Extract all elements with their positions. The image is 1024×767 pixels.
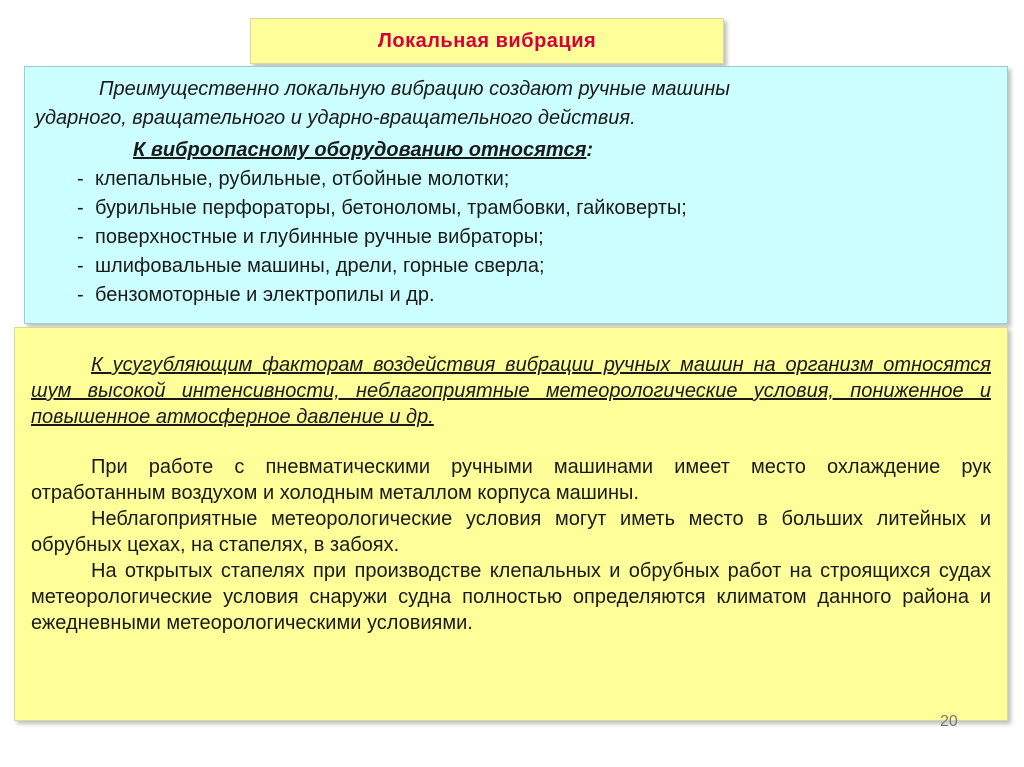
list-item	[77, 165, 687, 194]
list-item	[77, 281, 687, 310]
list-item-text: поверхностные и глубинные ручные вибраторы;	[95, 226, 544, 248]
title-banner	[250, 18, 724, 64]
list-item	[77, 223, 687, 252]
equipment-heading	[133, 136, 593, 165]
list-item	[77, 194, 687, 223]
list-marker: -	[77, 284, 84, 306]
list-item-text: клепальные, рубильные, отбойные молотки;	[95, 168, 510, 190]
body-paragraph-cooling: При работе с пневматическими ручными машинами имеет место охлаждение рук отработанным воздухом и холодным металлом корпуса машины.	[31, 456, 991, 504]
list-marker: -	[77, 226, 84, 248]
body-paragraph-slipways: На открытых стапелях при производстве клепальных и обрубных работ на строящихся судах метеорологические условия снаружи судна полностью определяются климатом данного района и ежедневными метеорологическими условиями.	[31, 560, 991, 634]
intro-line-2: ударного, вращательного и ударно-вращательного действия.	[35, 107, 636, 129]
slide-title: Локальная вибрация	[377, 29, 597, 52]
factors-paragraph: К усугубляющим факторам воздействия вибрации ручных машин на организм относятся шум высокой интенсивности, неблагоприятные метеорологические условия, пониженное и повышенное атмосферное давление и др.	[31, 354, 991, 428]
list-item-text: шлифовальные машины, дрели, горные сверла;	[95, 255, 545, 277]
slide-number: 20	[940, 713, 958, 730]
list-item-text: бензомоторные и электропилы и др.	[95, 284, 435, 306]
list-marker: -	[77, 168, 84, 190]
factors-panel	[14, 327, 1008, 721]
list-item-text: бурильные перфораторы, бетоноломы, трамбовки, гайковерты;	[95, 197, 687, 219]
equipment-heading-colon: :	[586, 139, 594, 161]
equipment-list	[77, 165, 687, 310]
list-marker: -	[77, 197, 84, 219]
intro-text	[35, 75, 935, 133]
body-paragraph-workshops: Неблагоприятные метеорологические условия могут иметь место в больших литейных и обрубных цехах, на стапелях, в забоях.	[31, 508, 991, 556]
equipment-panel	[24, 66, 1008, 324]
list-item	[77, 252, 687, 281]
intro-line-1: Преимущественно локальную вибрацию создают ручные машины	[99, 78, 730, 100]
equipment-heading-text: К виброопасному оборудованию относятся	[133, 139, 587, 161]
list-marker: -	[77, 255, 84, 277]
